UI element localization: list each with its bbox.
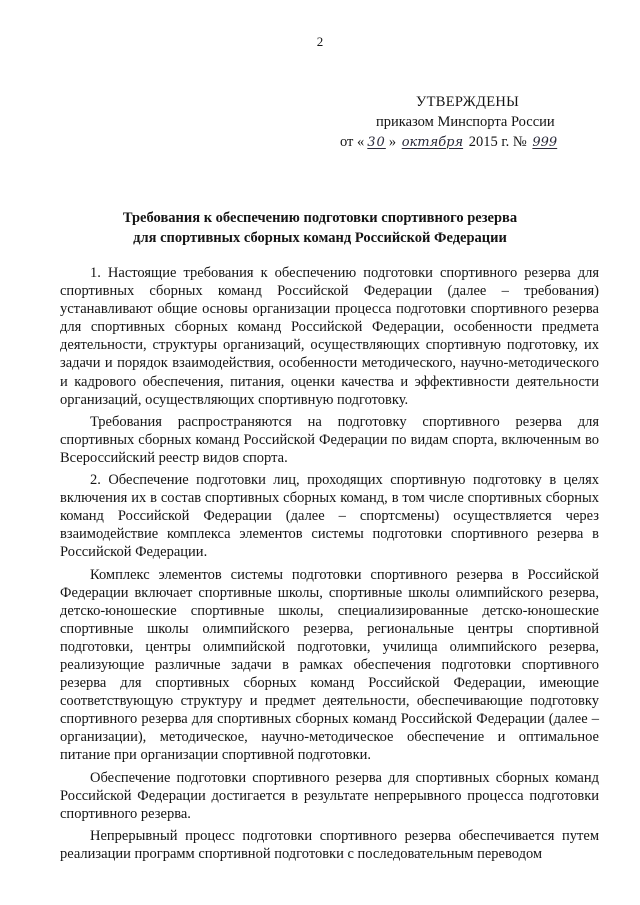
paragraph-3: 2. Обеспечение подготовки лиц, проходящих спортивную подготовку в целях включения их в состав спортивных сборных команд, в том числе спортивных сборных команд Российской Федерации (далее – спортсмены) осуществляется через взаимодействие комплекса элементов системы подготовки спортивного резерва в Российской Федерации. — [60, 472, 599, 561]
title-line-1: Требования к обеспечению подготовки спортивного резерва — [122, 210, 518, 226]
paragraph-4: Комплекс элементов системы подготовки спортивного резерва в Российской Федерации включает спортивные школы, спортивные школы олимпийского резерва, детско-юношеские спортивные школы, специализированные детско-юношеские спортивные школы олимпийского резерва, региональные центры спортивной подготовки, центры олимпийской подготовки, училища олимпийского резерва, реализующие различные задачи в рамках обеспечения подготовки спортивного резерва для спортивных сборных команд Российской Федерации, имеющие соответствующую структуру и предмет деятельности, обеспечивающие подготовку спортивного резерва для спортивных сборных команд Российской Федерации (далее – организации), методическое, научно-методическое обеспечение и оптимальное питание при организации спортивной подготовки. — [60, 566, 599, 764]
paragraph-6: Непрерывный процесс подготовки спортивного резерва обеспечивается путем реализации программ спортивной подготовки с последовательным переводом — [60, 827, 599, 862]
title-line-2: для спортивных сборных команд Российской Федерации — [133, 230, 507, 246]
approval-block — [340, 92, 600, 153]
approval-date-line — [340, 132, 600, 153]
handwritten-month: октября — [401, 135, 464, 150]
paragraph-2: Требования распространяются на подготовку спортивного резерва для спортивных сборных команд Российской Федерации по видам спорта, включенным во Всероссийский реестр видов спорта. — [60, 413, 599, 466]
page-number: 2 — [316, 34, 324, 49]
date-mid: » — [388, 134, 397, 150]
handwritten-day: 30 — [367, 135, 386, 150]
handwritten-number: 999 — [532, 135, 558, 150]
paragraph-5: Обеспечение подготовки спортивного резерва для спортивных сборных команд Российской Федерации достигается в результате непрерывного процесса подготовки спортивного резерва. — [60, 769, 599, 822]
approval-order: приказом Минспорта России — [376, 114, 555, 130]
document-body — [60, 264, 599, 867]
document-title — [0, 208, 640, 248]
date-prefix: от « — [340, 134, 365, 150]
date-suffix: 2015 г. № — [468, 134, 527, 150]
approval-title: УТВЕРЖДЕНЫ — [416, 94, 520, 110]
paragraph-1: 1. Настоящие требования к обеспечению подготовки спортивного резерва для спортивных сборных команд Российской Федерации (далее – требования) устанавливают общие основы организации процесса подготовки спортивного резерва для спортивных сборных команд Российской Федерации, особенности предмета деятельности, структуры организаций, осуществляющих спортивную подготовку, их задачи и порядок взаимодействия, особенности методического, научно-методического и кадрового обеспечения, питания, оценки качества и эффективности деятельности организаций, осуществляющих спортивную подготовку. — [60, 265, 599, 408]
